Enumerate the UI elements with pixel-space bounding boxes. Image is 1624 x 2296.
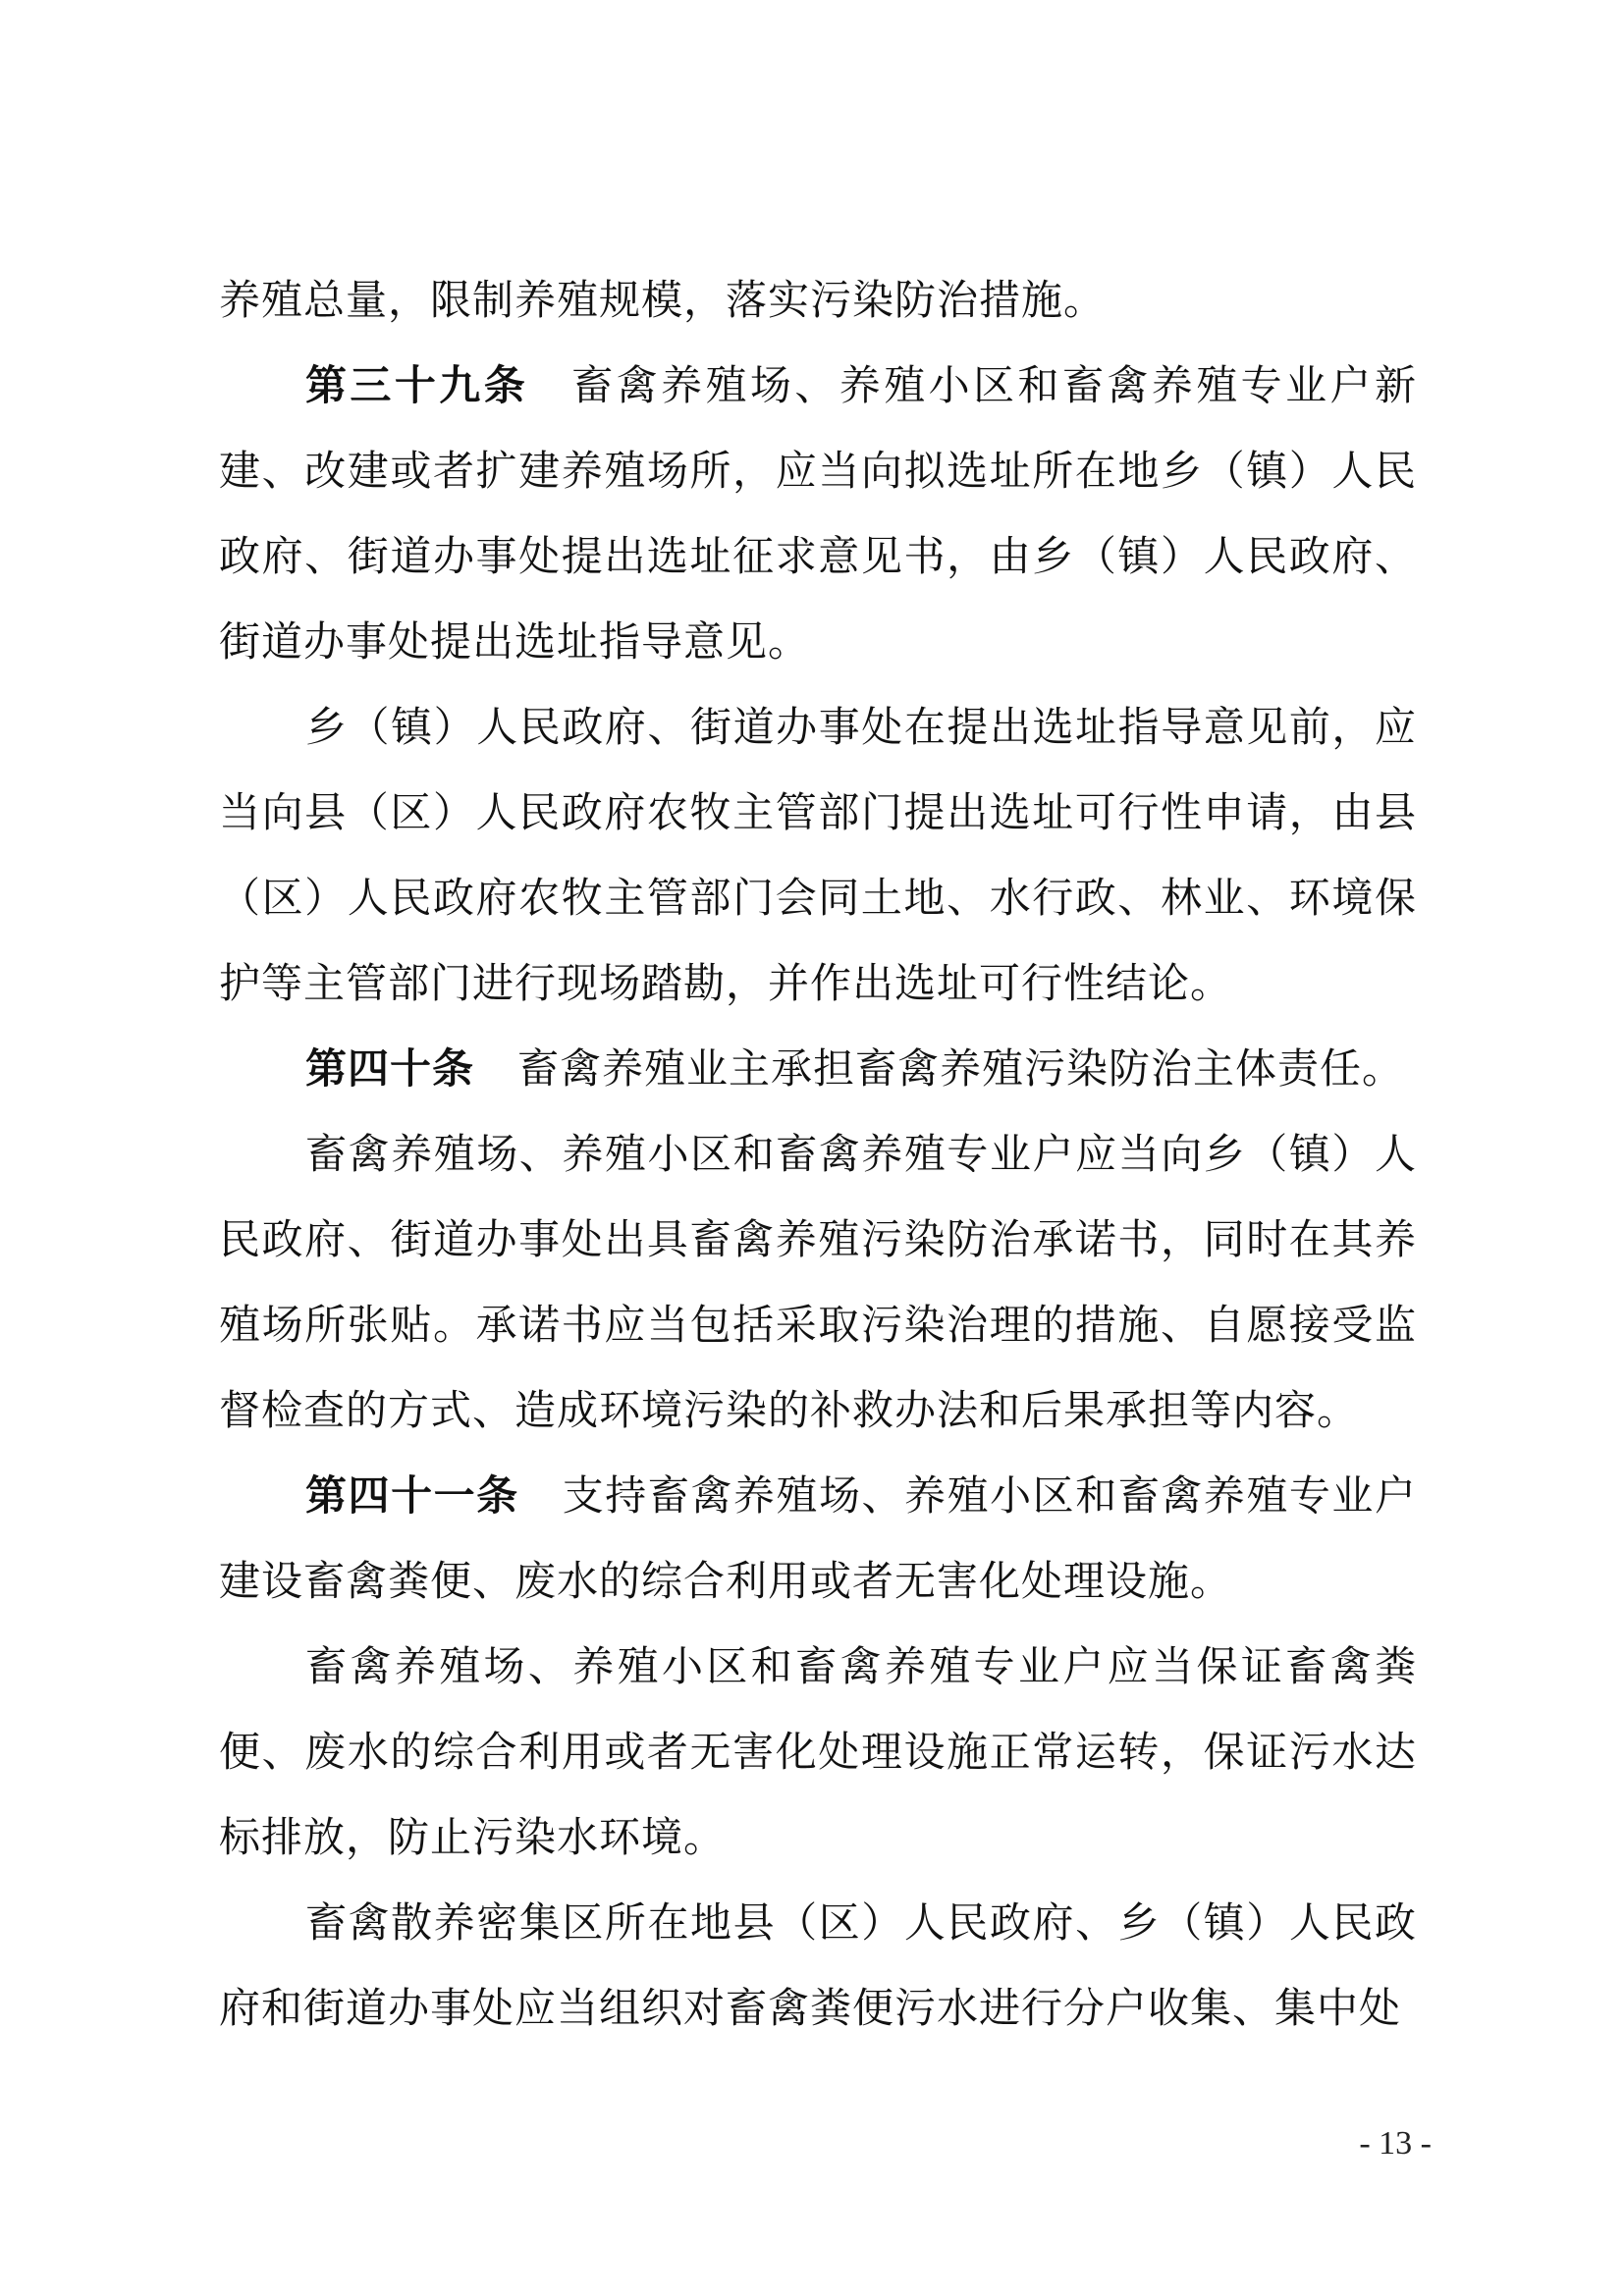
paragraph-text: 支持畜禽养殖场、养殖小区和畜禽养殖专业户建设畜禽粪便、废水的综合利用或者无害化处理设施。 — [219, 1471, 1417, 1605]
paragraph-text: 养殖总量，限制养殖规模，落实污染防治措施。 — [219, 276, 1107, 324]
paragraph-text: 乡（镇）人民政府、街道办事处在提出选址指导意见前，应当向县（区）人民政府农牧主管部门提出选址可行性申请，由县（区）人民政府农牧主管部门会同土地、水行政、林业、环境保护等主管部门进行现场踏勘，并作出选址可行性结论。 — [219, 703, 1417, 1007]
article-40-subparagraph — [219, 1111, 1417, 1453]
article-39-title: 第三十九条 — [305, 361, 529, 409]
paragraph-text: 畜禽散养密集区所在地县（区）人民政府、乡（镇）人民政府和街道办事处应当组织对畜禽粪便污水进行分户收集、集中处 — [219, 1898, 1417, 2032]
article-39-subparagraph — [219, 684, 1417, 1026]
page-number: - 13 - — [1359, 2125, 1432, 2162]
paragraph-text: 畜禽养殖场、养殖小区和畜禽养殖专业户应当保证畜禽粪便、废水的综合利用或者无害化处理设施正常运转，保证污水达标排放，防止污染水环境。 — [219, 1642, 1417, 1861]
body-text — [219, 257, 1417, 2051]
article-40-paragraph — [219, 1026, 1417, 1111]
paragraph-text: 畜禽养殖场、养殖小区和畜禽养殖专业户应当向乡（镇）人民政府、街道办事处出具畜禽养殖污染防治承诺书，同时在其养殖场所张贴。承诺书应当包括采取污染治理的措施、自愿接受监督检查的方式、造成环境污染的补救办法和后果承担等内容。 — [219, 1130, 1417, 1434]
article-41-paragraph — [219, 1453, 1417, 1624]
paragraph-text: 畜禽养殖场、养殖小区和畜禽养殖专业户新建、改建或者扩建养殖场所，应当向拟选址所在地乡（镇）人民政府、街道办事处提出选址征求意见书，由乡（镇）人民政府、街道办事处提出选址指导意见。 — [219, 361, 1417, 666]
paragraph-continuation — [219, 257, 1417, 343]
paragraph-text: 畜禽养殖业主承担畜禽养殖污染防治主体责任。 — [517, 1044, 1405, 1093]
article-41-subparagraph — [219, 1880, 1417, 2051]
article-40-title: 第四十条 — [305, 1044, 475, 1093]
article-39-paragraph — [219, 343, 1417, 684]
article-41-subparagraph — [219, 1624, 1417, 1880]
article-41-title: 第四十一条 — [305, 1471, 519, 1520]
